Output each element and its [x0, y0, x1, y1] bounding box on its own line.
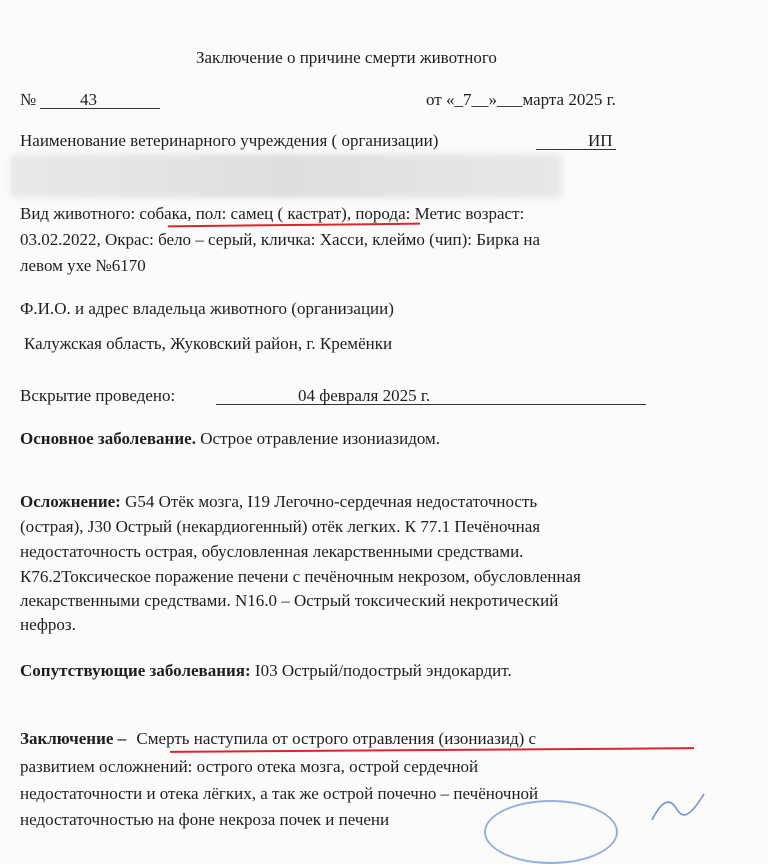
conclusion-line-1 — [20, 729, 536, 749]
autopsy-label: Вскрытие проведено: — [20, 386, 176, 405]
animal-breed: , порода: Метис возраст: — [346, 204, 525, 223]
animal-line-3: левом ухе №6170 — [20, 256, 146, 275]
conclusion-tail: с — [524, 729, 537, 748]
stamp — [484, 800, 618, 864]
owner-label: Ф.И.О. и адрес владельца животного (организации) — [20, 299, 394, 318]
main-disease-text: Острое отравление изониазидом. — [195, 429, 441, 448]
complication-line-6: нефроз. — [20, 615, 76, 634]
institution-value: ИП — [588, 131, 613, 150]
complication-line-5: лекарственными средствами. N16.0 – Острый токсический некротический — [20, 591, 559, 610]
autopsy-date: 04 февраля 2025 г. — [298, 386, 431, 405]
conclusion-line-2: развитием осложнений: острого отека мозга, острой сердечной — [20, 757, 479, 776]
complication-line-4: К76.2Токсическое поражение печени с печёночным некрозом, обусловленная — [20, 567, 581, 586]
main-disease — [20, 429, 440, 449]
document-date: от «_7__»___марта 2025 г. — [426, 90, 616, 109]
concomitant — [20, 661, 512, 681]
number-underline — [40, 108, 160, 109]
complication-line-3: недостаточность острая, обусловленная лекарственными средствами. — [20, 542, 524, 561]
owner-address: Калужская область, Жуковский район, г. Кремёнки — [24, 334, 393, 353]
complication-line-1 — [20, 492, 537, 512]
animal-line-2: 03.02.2022, Окрас: бело – серый, кличка: Хасси, клеймо (чип): Бирка на — [20, 230, 541, 249]
signature — [648, 790, 708, 826]
conclusion-line-3: недостаточности и отека лёгких, а так же острой почечно – печёночной — [20, 784, 539, 803]
conclusion-highlight: Смерть наступила от острого отравления (изониазид) — [136, 729, 525, 748]
concomitant-label: Сопутствующие заболевания: — [20, 661, 251, 680]
complication-line-2: (острая), J30 Острый (некардиогенный) отёк легких. К 77.1 Печёночная — [20, 517, 541, 536]
concomitant-text: I03 Острый/подострый эндокардит. — [250, 661, 512, 680]
redacted-block — [10, 154, 562, 198]
number-prefix: № — [20, 90, 37, 109]
complication-text: G54 Отёк мозга, I19 Легочно-сердечная недостаточность — [120, 492, 538, 511]
animal-species-highlight: собака, пол: самец ( кастрат) — [139, 204, 347, 223]
animal-species-label: Вид животного: — [20, 204, 140, 223]
document-title: Заключение о причине смерти животного — [196, 48, 497, 67]
conclusion-label: Заключение – — [20, 729, 127, 748]
document-number: 43 — [80, 90, 97, 109]
main-disease-label: Основное заболевание. — [20, 429, 196, 448]
complication-label: Осложнение: — [20, 492, 121, 511]
conclusion-line-4: недостаточностью на фоне некроза почек и печени — [20, 810, 390, 829]
autopsy-underline — [216, 404, 646, 405]
institution-label: Наименование ветеринарного учреждения ( организации) — [20, 131, 439, 150]
animal-line-1 — [20, 204, 524, 224]
